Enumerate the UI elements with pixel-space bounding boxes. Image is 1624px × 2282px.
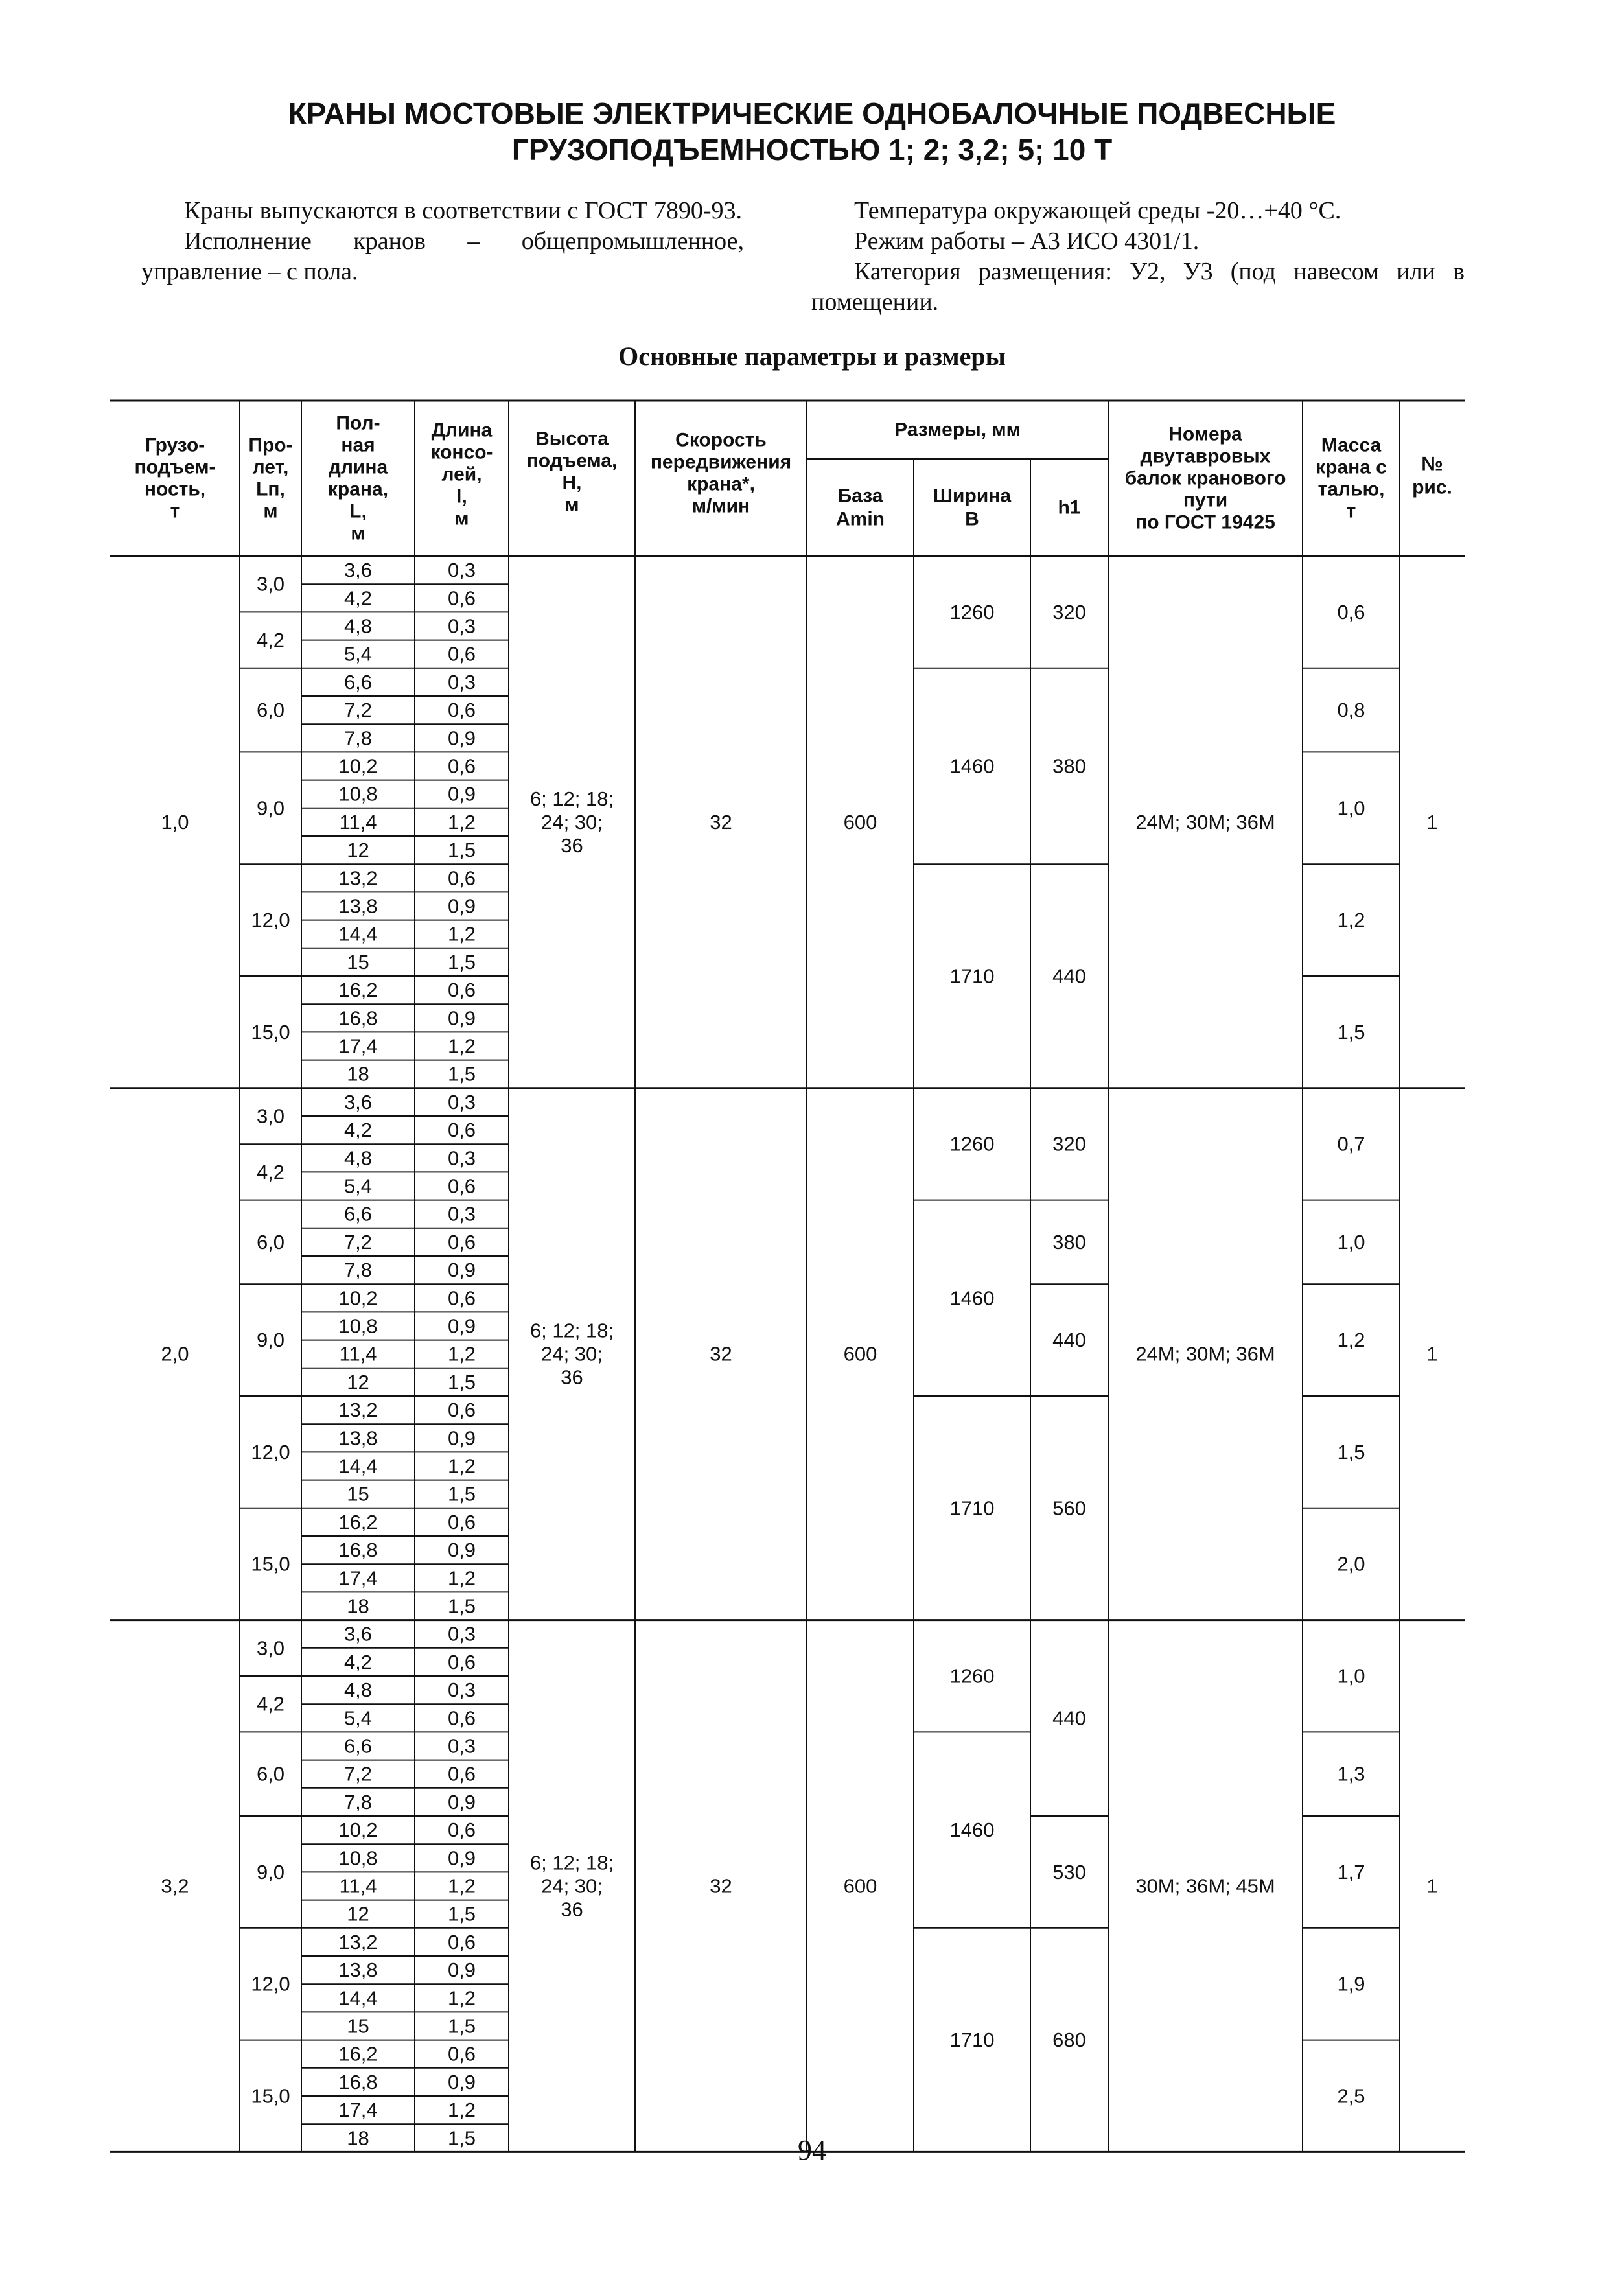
header-console-length: Длина bbox=[431, 419, 493, 441]
base-cell: 600 bbox=[843, 1342, 877, 1366]
full-length-cell: 7,2 bbox=[343, 699, 373, 722]
h1-cell: 440 bbox=[1052, 1329, 1086, 1352]
mass-cell: 1,0 bbox=[1337, 1664, 1365, 1688]
full-length-cell: 7,8 bbox=[343, 1259, 373, 1282]
base-cell: 600 bbox=[843, 810, 877, 833]
full-length-cell: 11,4 bbox=[339, 1874, 377, 1898]
span-cell: 4,2 bbox=[256, 629, 285, 652]
console-length-cell: 1,2 bbox=[447, 1342, 476, 1366]
console-length-cell: 1,2 bbox=[447, 1566, 476, 1590]
lift-height-cell: 6; 12; 18; bbox=[529, 1851, 614, 1874]
full-length-cell: 10,2 bbox=[338, 754, 378, 778]
h1-cell: 380 bbox=[1052, 754, 1086, 778]
console-length-cell: 1,2 bbox=[447, 922, 476, 946]
console-length-cell: 0,6 bbox=[447, 1510, 476, 1533]
span-cell: 9,0 bbox=[256, 1860, 285, 1883]
header-console-length: лей, bbox=[441, 463, 482, 485]
full-length-cell: 15 bbox=[347, 2014, 369, 2038]
lift-height-cell: 36 bbox=[561, 1366, 583, 1389]
mass-cell: 1,2 bbox=[1337, 909, 1365, 932]
header-full-length: ная bbox=[341, 434, 375, 456]
document-title-line-1: КРАНЫ МОСТОВЫЕ ЭЛЕКТРИЧЕСКИЕ ОДНОБАЛОЧНЫЕ ПОДВЕСНЫЕ bbox=[288, 97, 1336, 130]
full-length-cell: 18 bbox=[347, 2126, 369, 2150]
console-length-cell: 0,9 bbox=[447, 727, 476, 750]
header-beam-numbers: балок кранового bbox=[1124, 467, 1286, 489]
full-length-cell: 16,8 bbox=[338, 1539, 378, 1562]
width-cell: 1460 bbox=[949, 1819, 995, 1842]
full-length-cell: 10,2 bbox=[338, 1287, 378, 1310]
console-length-cell: 0,3 bbox=[447, 1147, 476, 1170]
full-length-cell: 6,6 bbox=[343, 670, 373, 693]
console-length-cell: 0,6 bbox=[447, 1230, 476, 1253]
full-length-cell: 13,2 bbox=[338, 1399, 378, 1422]
capacity-cell: 1,0 bbox=[161, 810, 189, 833]
console-length-cell: 0,9 bbox=[447, 894, 476, 918]
console-length-cell: 0,9 bbox=[447, 782, 476, 806]
full-length-cell: 4,8 bbox=[343, 614, 373, 638]
mass-cell: 1,2 bbox=[1337, 1329, 1365, 1352]
header-width: B bbox=[965, 508, 979, 530]
full-length-cell: 13,2 bbox=[338, 1930, 378, 1953]
header-speed: передвижения bbox=[650, 451, 792, 473]
header-console-length: м bbox=[454, 507, 469, 530]
full-length-cell: 13,8 bbox=[338, 894, 378, 918]
full-length-cell: 4,8 bbox=[343, 1679, 373, 1702]
mass-cell: 1,5 bbox=[1337, 1440, 1365, 1463]
console-length-cell: 0,9 bbox=[447, 1539, 476, 1562]
full-length-cell: 13,2 bbox=[338, 867, 378, 890]
full-length-cell: 10,8 bbox=[338, 1314, 378, 1338]
console-length-cell: 0,6 bbox=[447, 979, 476, 1002]
span-cell: 3,0 bbox=[256, 1104, 285, 1128]
mass-cell: 1,0 bbox=[1337, 797, 1365, 820]
figure-number-cell: 1 bbox=[1426, 1342, 1438, 1366]
h1-cell: 560 bbox=[1052, 1496, 1086, 1520]
console-length-cell: 0,6 bbox=[447, 1819, 476, 1842]
full-length-cell: 12 bbox=[347, 839, 369, 862]
full-length-cell: 12 bbox=[347, 1370, 369, 1393]
console-length-cell: 0,3 bbox=[447, 1679, 476, 1702]
header-capacity: ность, bbox=[144, 478, 206, 500]
width-cell: 1710 bbox=[949, 2029, 995, 2052]
header-full-length: L, bbox=[349, 500, 367, 522]
figure-number-cell: 1 bbox=[1426, 1874, 1438, 1898]
span-cell: 12,0 bbox=[251, 1972, 290, 1996]
full-length-cell: 13,8 bbox=[338, 1959, 378, 1982]
console-length-cell: 0,6 bbox=[447, 642, 476, 666]
console-length-cell: 0,6 bbox=[447, 2042, 476, 2066]
width-cell: 1460 bbox=[949, 754, 995, 778]
console-length-cell: 1,2 bbox=[447, 1874, 476, 1898]
mass-cell: 2,0 bbox=[1337, 1552, 1365, 1576]
lift-height-cell: 24; 30; bbox=[541, 1874, 603, 1898]
mass-cell: 1,7 bbox=[1337, 1860, 1365, 1883]
lift-height-cell: 24; 30; bbox=[541, 810, 603, 833]
console-length-cell: 0,6 bbox=[447, 1650, 476, 1673]
speed-cell: 32 bbox=[710, 1874, 732, 1898]
console-length-cell: 0,6 bbox=[447, 867, 476, 890]
console-length-cell: 0,6 bbox=[447, 1119, 476, 1142]
span-cell: 6,0 bbox=[256, 699, 285, 722]
width-cell: 1260 bbox=[949, 1664, 995, 1688]
intro-paragraph: Температура окружающей среды -20…+40 °С. bbox=[854, 197, 1341, 224]
full-length-cell: 6,6 bbox=[343, 1734, 373, 1758]
full-length-cell: 6,6 bbox=[343, 1202, 373, 1226]
console-length-cell: 1,5 bbox=[447, 839, 476, 862]
full-length-cell: 18 bbox=[347, 1594, 369, 1618]
full-length-cell: 14,4 bbox=[338, 922, 378, 946]
intro-paragraph: Исполнение кранов – общепромышленное, управление – с пола. bbox=[141, 227, 744, 285]
full-length-cell: 4,2 bbox=[343, 587, 373, 610]
span-cell: 6,0 bbox=[256, 1230, 285, 1253]
full-length-cell: 13,8 bbox=[338, 1426, 378, 1450]
full-length-cell: 14,4 bbox=[338, 1454, 378, 1478]
console-length-cell: 1,5 bbox=[447, 2126, 476, 2150]
full-length-cell: 5,4 bbox=[343, 1174, 373, 1198]
full-length-cell: 7,8 bbox=[343, 727, 373, 750]
console-length-cell: 0,3 bbox=[447, 1734, 476, 1758]
header-beam-numbers: по ГОСТ 19425 bbox=[1135, 511, 1275, 533]
full-length-cell: 16,8 bbox=[338, 2070, 378, 2093]
header-beam-numbers: пути bbox=[1183, 489, 1228, 511]
header-lift-height: подъема, bbox=[526, 450, 618, 472]
span-cell: 4,2 bbox=[256, 1692, 285, 1716]
header-width: Ширина bbox=[933, 485, 1012, 507]
header-span: м bbox=[263, 500, 278, 522]
console-length-cell: 1,5 bbox=[447, 1594, 476, 1618]
console-length-cell: 0,6 bbox=[447, 699, 476, 722]
full-length-cell: 11,4 bbox=[339, 1342, 377, 1366]
header-mass: т bbox=[1346, 500, 1356, 522]
header-lift-height: м bbox=[564, 494, 579, 516]
header-span: Про- bbox=[248, 434, 293, 456]
h1-cell: 530 bbox=[1052, 1860, 1086, 1883]
full-length-cell: 5,4 bbox=[343, 642, 373, 666]
console-length-cell: 1,5 bbox=[447, 2014, 476, 2038]
full-length-cell: 16,2 bbox=[338, 1510, 378, 1533]
header-capacity: подъем- bbox=[134, 456, 216, 478]
header-dimensions: Размеры, мм bbox=[894, 419, 1021, 441]
header-span: лет, bbox=[252, 456, 289, 478]
header-mass: Масса bbox=[1321, 434, 1382, 456]
lift-height-cell: 36 bbox=[561, 1898, 583, 1921]
page-number: 94 bbox=[798, 2134, 826, 2166]
full-length-cell: 15 bbox=[347, 950, 369, 973]
console-length-cell: 0,6 bbox=[447, 1399, 476, 1422]
h1-cell: 680 bbox=[1052, 2029, 1086, 2052]
full-length-cell: 14,4 bbox=[338, 1986, 378, 2010]
span-cell: 3,0 bbox=[256, 1636, 285, 1660]
console-length-cell: 1,5 bbox=[447, 1902, 476, 1926]
console-length-cell: 0,3 bbox=[447, 1622, 476, 1646]
header-mass: талью, bbox=[1317, 478, 1385, 500]
full-length-cell: 18 bbox=[347, 1062, 369, 1086]
width-cell: 1260 bbox=[949, 600, 995, 623]
header-full-length: Пол- bbox=[336, 412, 380, 434]
header-speed: Скорость bbox=[675, 429, 767, 451]
full-length-cell: 3,6 bbox=[343, 1622, 373, 1646]
beam-numbers-cell: 24М; 30М; 36М bbox=[1135, 810, 1275, 833]
header-full-length: длина bbox=[328, 456, 388, 478]
full-length-cell: 4,2 bbox=[343, 1650, 373, 1673]
header-capacity: т bbox=[170, 500, 180, 522]
beam-numbers-cell: 24М; 30М; 36М bbox=[1135, 1342, 1275, 1366]
span-cell: 3,0 bbox=[256, 572, 285, 596]
console-length-cell: 0,3 bbox=[447, 1202, 476, 1226]
mass-cell: 0,6 bbox=[1337, 600, 1365, 623]
console-length-cell: 1,5 bbox=[447, 950, 476, 973]
console-length-cell: 0,9 bbox=[447, 1846, 476, 1870]
lift-height-cell: 6; 12; 18; bbox=[529, 787, 614, 810]
h1-cell: 320 bbox=[1052, 1132, 1086, 1156]
full-length-cell: 17,4 bbox=[338, 2099, 378, 2122]
mass-cell: 2,5 bbox=[1337, 2084, 1365, 2108]
width-cell: 1460 bbox=[949, 1287, 995, 1310]
console-length-cell: 0,3 bbox=[447, 1090, 476, 1113]
full-length-cell: 4,8 bbox=[343, 1147, 373, 1170]
header-h1: h1 bbox=[1058, 496, 1081, 518]
console-length-cell: 0,9 bbox=[447, 1259, 476, 1282]
full-length-cell: 16,2 bbox=[338, 979, 378, 1002]
full-length-cell: 10,8 bbox=[338, 782, 378, 806]
header-capacity: Грузо- bbox=[145, 434, 205, 456]
full-length-cell: 10,2 bbox=[338, 1819, 378, 1842]
header-base: Amin bbox=[836, 508, 885, 530]
capacity-cell: 3,2 bbox=[161, 1874, 189, 1898]
lift-height-cell: 6; 12; 18; bbox=[529, 1319, 614, 1342]
console-length-cell: 1,2 bbox=[447, 1986, 476, 2010]
console-length-cell: 0,9 bbox=[447, 2070, 476, 2093]
full-length-cell: 7,8 bbox=[343, 1790, 373, 1813]
header-full-length: крана, bbox=[327, 478, 389, 500]
speed-cell: 32 bbox=[710, 810, 732, 833]
beam-numbers-cell: 30М; 36М; 45М bbox=[1135, 1874, 1275, 1898]
full-length-cell: 17,4 bbox=[338, 1566, 378, 1590]
full-length-cell: 7,2 bbox=[343, 1230, 373, 1253]
header-console-length: l, bbox=[456, 485, 467, 507]
console-length-cell: 1,5 bbox=[447, 1370, 476, 1393]
intro-paragraph: Режим работы – А3 ИСО 4301/1. bbox=[854, 227, 1200, 255]
full-length-cell: 12 bbox=[347, 1902, 369, 1926]
width-cell: 1260 bbox=[949, 1132, 995, 1156]
width-cell: 1710 bbox=[949, 964, 995, 988]
span-cell: 12,0 bbox=[251, 909, 290, 932]
console-length-cell: 1,2 bbox=[447, 1454, 476, 1478]
console-length-cell: 1,5 bbox=[447, 1482, 476, 1506]
header-speed: м/мин bbox=[691, 495, 750, 517]
console-length-cell: 0,9 bbox=[447, 1314, 476, 1338]
span-cell: 15,0 bbox=[251, 1552, 290, 1576]
full-length-cell: 3,6 bbox=[343, 559, 373, 582]
mass-cell: 0,7 bbox=[1337, 1132, 1365, 1156]
full-length-cell: 7,2 bbox=[343, 1762, 373, 1786]
full-length-cell: 17,4 bbox=[338, 1034, 378, 1058]
header-beam-numbers: двутавровых bbox=[1140, 445, 1271, 467]
full-length-cell: 11,4 bbox=[339, 810, 377, 833]
h1-cell: 320 bbox=[1052, 600, 1086, 623]
full-length-cell: 10,8 bbox=[338, 1846, 378, 1870]
base-cell: 600 bbox=[843, 1874, 877, 1898]
full-length-cell: 3,6 bbox=[343, 1090, 373, 1113]
span-cell: 9,0 bbox=[256, 797, 285, 820]
header-console-length: консо- bbox=[430, 441, 493, 463]
figure-number-cell: 1 bbox=[1426, 810, 1438, 833]
header-figure-number: рис. bbox=[1412, 476, 1452, 498]
header-mass: крана с bbox=[1316, 456, 1387, 478]
full-length-cell: 4,2 bbox=[343, 1119, 373, 1142]
console-length-cell: 1,5 bbox=[447, 1062, 476, 1086]
console-length-cell: 0,6 bbox=[447, 1762, 476, 1786]
console-length-cell: 1,2 bbox=[447, 2099, 476, 2122]
console-length-cell: 1,2 bbox=[447, 1034, 476, 1058]
console-length-cell: 0,3 bbox=[447, 614, 476, 638]
full-length-cell: 15 bbox=[347, 1482, 369, 1506]
span-cell: 9,0 bbox=[256, 1329, 285, 1352]
header-full-length: м bbox=[351, 522, 365, 544]
capacity-cell: 2,0 bbox=[161, 1342, 189, 1366]
span-cell: 12,0 bbox=[251, 1440, 290, 1463]
width-cell: 1710 bbox=[949, 1496, 995, 1520]
h1-cell: 380 bbox=[1052, 1230, 1086, 1253]
header-span: Lп, bbox=[256, 478, 285, 500]
header-base: База bbox=[837, 485, 883, 507]
header-figure-number: № bbox=[1421, 453, 1443, 475]
header-beam-numbers: Номера bbox=[1168, 423, 1242, 445]
intro-paragraph: Категория размещения: У2, У3 (под навесом или в помещении. bbox=[811, 258, 1465, 316]
mass-cell: 0,8 bbox=[1337, 699, 1365, 722]
console-length-cell: 0,6 bbox=[447, 1174, 476, 1198]
console-length-cell: 0,6 bbox=[447, 587, 476, 610]
span-cell: 15,0 bbox=[251, 2084, 290, 2108]
console-length-cell: 0,6 bbox=[447, 1706, 476, 1730]
span-cell: 15,0 bbox=[251, 1020, 290, 1043]
console-length-cell: 0,9 bbox=[447, 1959, 476, 1982]
h1-cell: 440 bbox=[1052, 964, 1086, 988]
console-length-cell: 0,3 bbox=[447, 559, 476, 582]
intro-paragraph: Краны выпускаются в соответствии с ГОСТ 7890-93. bbox=[184, 197, 742, 224]
console-length-cell: 0,6 bbox=[447, 754, 476, 778]
header-lift-height: Н, bbox=[562, 472, 582, 494]
header-lift-height: Высота bbox=[535, 428, 609, 450]
console-length-cell: 0,9 bbox=[447, 1007, 476, 1030]
console-length-cell: 1,2 bbox=[447, 810, 476, 833]
mass-cell: 1,9 bbox=[1337, 1972, 1365, 1996]
full-length-cell: 16,2 bbox=[338, 2042, 378, 2066]
lift-height-cell: 24; 30; bbox=[541, 1342, 603, 1366]
full-length-cell: 5,4 bbox=[343, 1706, 373, 1730]
console-length-cell: 0,6 bbox=[447, 1930, 476, 1953]
mass-cell: 1,3 bbox=[1337, 1762, 1365, 1786]
span-cell: 4,2 bbox=[256, 1160, 285, 1183]
lift-height-cell: 36 bbox=[561, 833, 583, 857]
console-length-cell: 0,3 bbox=[447, 670, 476, 693]
console-length-cell: 0,6 bbox=[447, 1287, 476, 1310]
full-length-cell: 16,8 bbox=[338, 1007, 378, 1030]
console-length-cell: 0,9 bbox=[447, 1790, 476, 1813]
speed-cell: 32 bbox=[710, 1342, 732, 1366]
span-cell: 6,0 bbox=[256, 1762, 285, 1786]
table-subtitle: Основные параметры и размеры bbox=[618, 342, 1006, 371]
h1-cell: 440 bbox=[1052, 1706, 1086, 1730]
header-speed: крана*, bbox=[687, 473, 755, 495]
console-length-cell: 0,9 bbox=[447, 1426, 476, 1450]
mass-cell: 1,5 bbox=[1337, 1020, 1365, 1043]
mass-cell: 1,0 bbox=[1337, 1230, 1365, 1253]
document-title-line-2: ГРУЗОПОДЪЕМНОСТЬЮ 1; 2; 3,2; 5; 10 Т bbox=[511, 133, 1113, 167]
